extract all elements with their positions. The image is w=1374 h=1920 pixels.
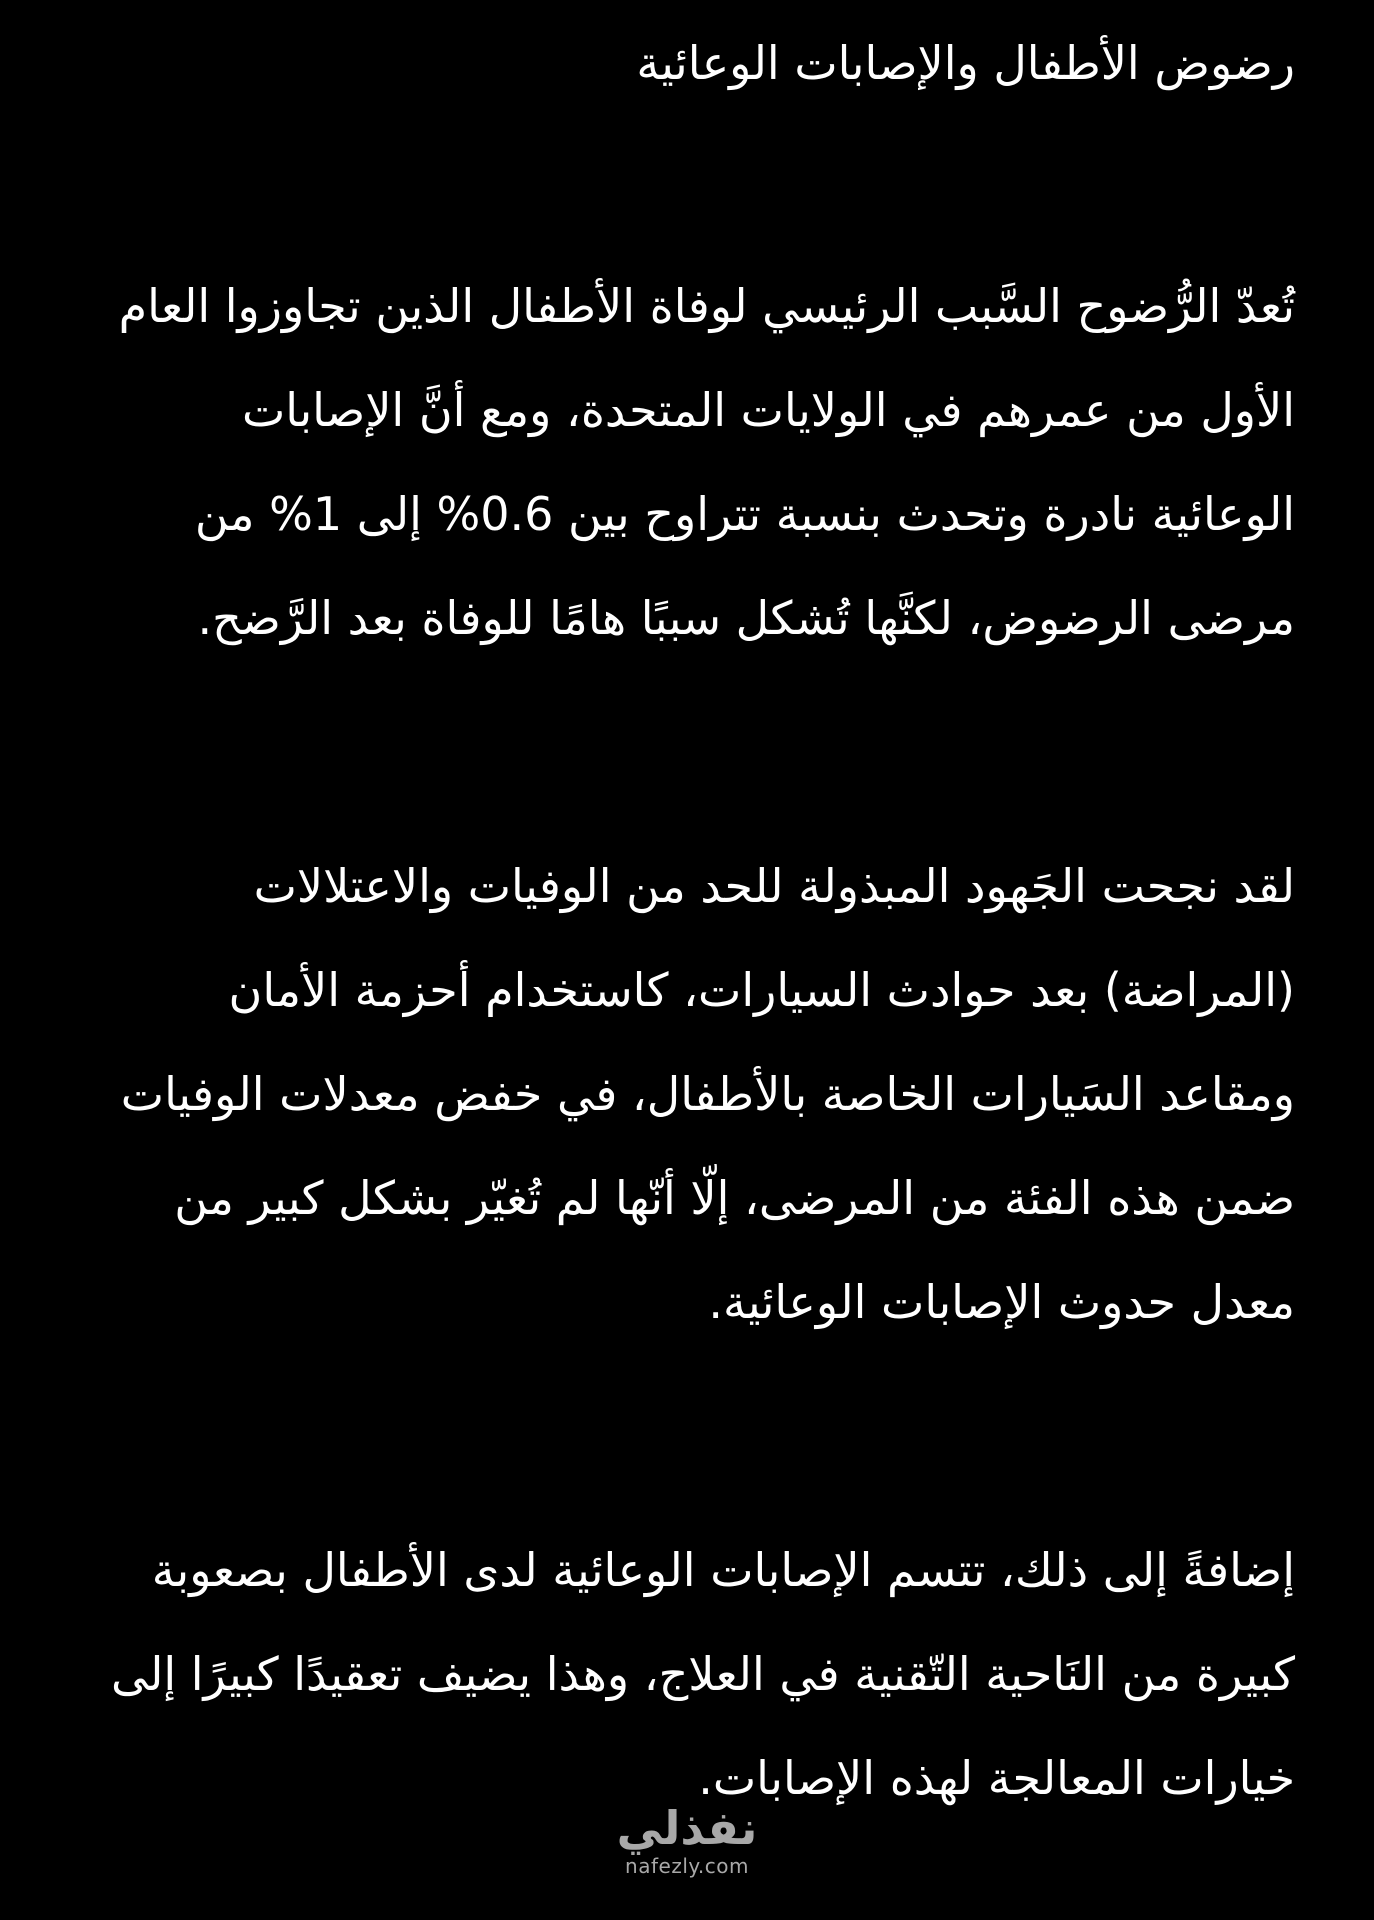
article-title: رضوض الأطفال والإصابات الوعائية [636,36,1295,90]
watermark [602,1802,772,1878]
article-paragraph-2: لقد نجحت الجَهود المبذولة للحد من الوفيات والاعتلالات (المراضة) بعد حوادث السيارات، كاستخدام أحزمة الأمان ومقاعد السَيارات الخاصة بالأطفال، في خفض معدلات الوفيات ضمن هذه الفئة من المرضى، إلّا أنّها لم تُغيّر بشكل كبير من معدل حدوث الإصابات الوعائية. [120,859,1295,1329]
watermark-url: nafezly.com [625,1854,749,1878]
article-paragraph-1: تُعدّ الرُّضوح السَّبب الرئيسي لوفاة الأطفال الذين تجاوزوا العام الأول من عمرهم في الولايات المتحدة، ومع أنَّ الإصابات الوعائية نادرة وتحدث بنسبة تتراوح بين 0.6% إلى 1% من مرضى الرضوض، لكنَّها تُشكل سببًا هامًا للوفاة بعد الرَّضح. [118,279,1295,645]
watermark-logo: نفذلي [616,1801,758,1855]
article [95,0,1295,1830]
article-paragraph-3: إضافةً إلى ذلك، تتسم الإصابات الوعائية لدى الأطفال بصعوبة كبيرة من النَاحية التّقنية في العلاج، وهذا يضيف تعقيدًا كبيرًا إلى خيارات المعالجة لهذه الإصابات. [111,1543,1295,1805]
